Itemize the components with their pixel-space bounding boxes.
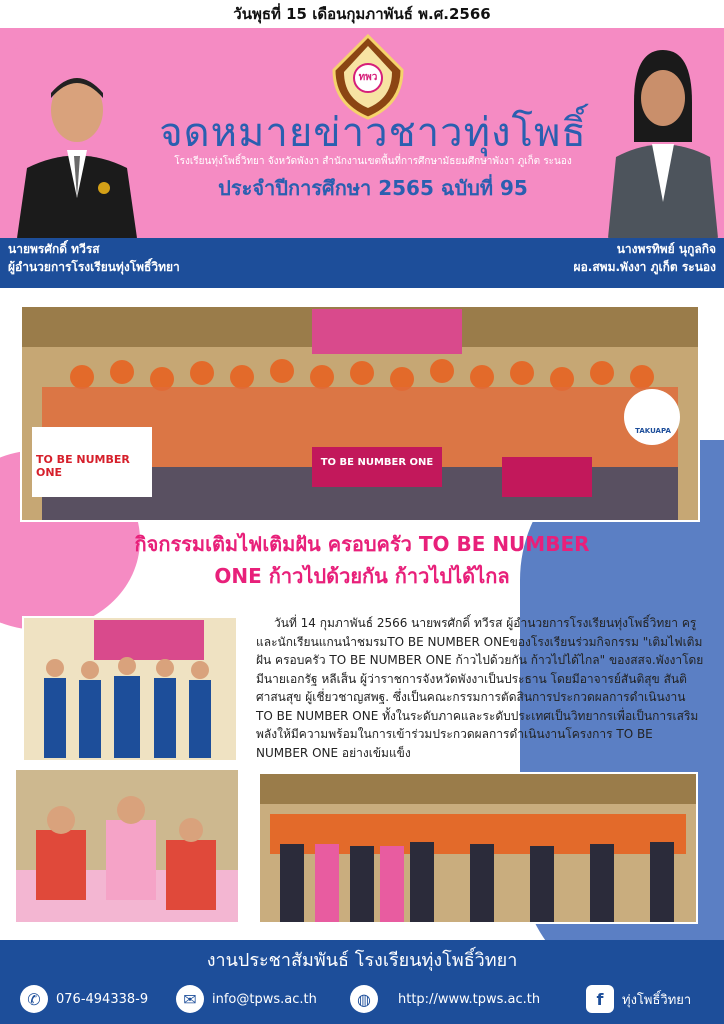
- group-photo-small-2: [258, 772, 698, 924]
- footer-title: งานประชาสัมพันธ์ โรงเรียนทุ่งโพธิ์วิทยา: [206, 950, 518, 971]
- website-contact[interactable]: [350, 984, 540, 1014]
- director-portrait: [12, 48, 142, 238]
- facebook-page: ทุ่งโพธิ์วิทยา: [622, 992, 692, 1008]
- sign-right-text: TAKUAPA: [635, 427, 671, 435]
- area-director-position: ผอ.สพม.พังงา ภูเก็ต ระนอง: [573, 260, 716, 274]
- facebook-icon: f: [586, 985, 614, 1013]
- phone-icon: ✆: [20, 985, 48, 1013]
- main-group-photo: [20, 305, 700, 522]
- mail-icon: ✉: [176, 985, 204, 1013]
- phone-number: 076-494338-9: [56, 991, 149, 1007]
- email-address: info@tpws.ac.th: [212, 991, 317, 1007]
- students-photo: [14, 768, 240, 924]
- banner-text: TO BE NUMBER ONE: [320, 457, 434, 468]
- director-position: ผู้อำนวยการโรงเรียนทุ่งโพธิ์วิทยา: [8, 260, 180, 274]
- school-subtitle: โรงเรียนทุ่งโพธิ์วิทยา จังหวัดพังงา สำนักงานเขตพื้นที่การศึกษามัธยมศึกษาพังงา ภูเก็ต ระนอง: [174, 156, 572, 167]
- globe-icon: ◍: [350, 985, 378, 1013]
- phone-contact[interactable]: [20, 984, 148, 1014]
- email-contact[interactable]: [176, 984, 317, 1014]
- director-caption: [8, 240, 180, 276]
- newsletter-title: จดหมายข่าวชาวทุ่งโพธิ์: [159, 110, 587, 156]
- article-headline: [0, 528, 724, 592]
- issue-number: ประจำปีการศึกษา 2565 ฉบับที่ 95: [218, 176, 528, 200]
- director-area-portrait: [604, 32, 722, 238]
- logo-text: ทพว: [358, 72, 378, 83]
- headline-line-1: กิจกรรมเติมไฟเติมฝัน ครอบครัว TO BE NUMBER: [134, 532, 590, 556]
- group-photo-small-1: [22, 616, 238, 762]
- director-name: นายพรศักดิ์ ทวีรส: [8, 242, 100, 256]
- area-director-name: นางพรทิพย์ นุกูลกิจ: [616, 242, 716, 256]
- article-body: วันที่ 14 กุมภาพันธ์ 2566 นายพรศักดิ์ ทวีรส ผู้อำนวยการโรงเรียนทุ่งโพธิ์วิทยา ครูและนักเรียนแกนนำชมรมTO BE NUMBER ONEของโรงเรียนร่วมกิจกรรม "เติมไฟเติมฝัน ครอบครัว TO BE NUMBER ONE ก้าวไปด้วยกัน ก้าวไปได้ไกล" ของสสจ.พังงาโดยมีนายเอกรัฐ หลีเส็น ผู้ว่าราชการจังหวัดพังงาเป็นประธาน โดยมีอาจารย์สันติสุข สันติศาสนสุข ผู้เชี่ยวชาญสพฐ. ซึ่งเป็นคณะกรรมการตัดสินการประกวดผลการดำเนินงาน TO BE NUMBER ONE ทั้งในระดับภาคและระดับประเทศเป็นวิทยากรเพื่อเป็นการเสริมพลังให้มีความพร้อมในการเข้าร่วมประกวดผลการดำเนินงานโครงการ TO BE NUMBER ONE อย่างเข้มแข็ง: [256, 616, 704, 760]
- facebook-contact[interactable]: [586, 984, 691, 1014]
- headline-line-2: ONE ก้าวไปด้วยกัน ก้าวไปได้ไกล: [214, 564, 510, 588]
- area-director-caption: [574, 240, 716, 276]
- website-url: http://www.tpws.ac.th: [398, 991, 541, 1007]
- date-line: วันพุธที่ 15 เดือนกุมภาพันธ์ พ.ศ.2566: [0, 0, 724, 28]
- sign-left-text: TO BE NUMBER ONE: [36, 453, 130, 479]
